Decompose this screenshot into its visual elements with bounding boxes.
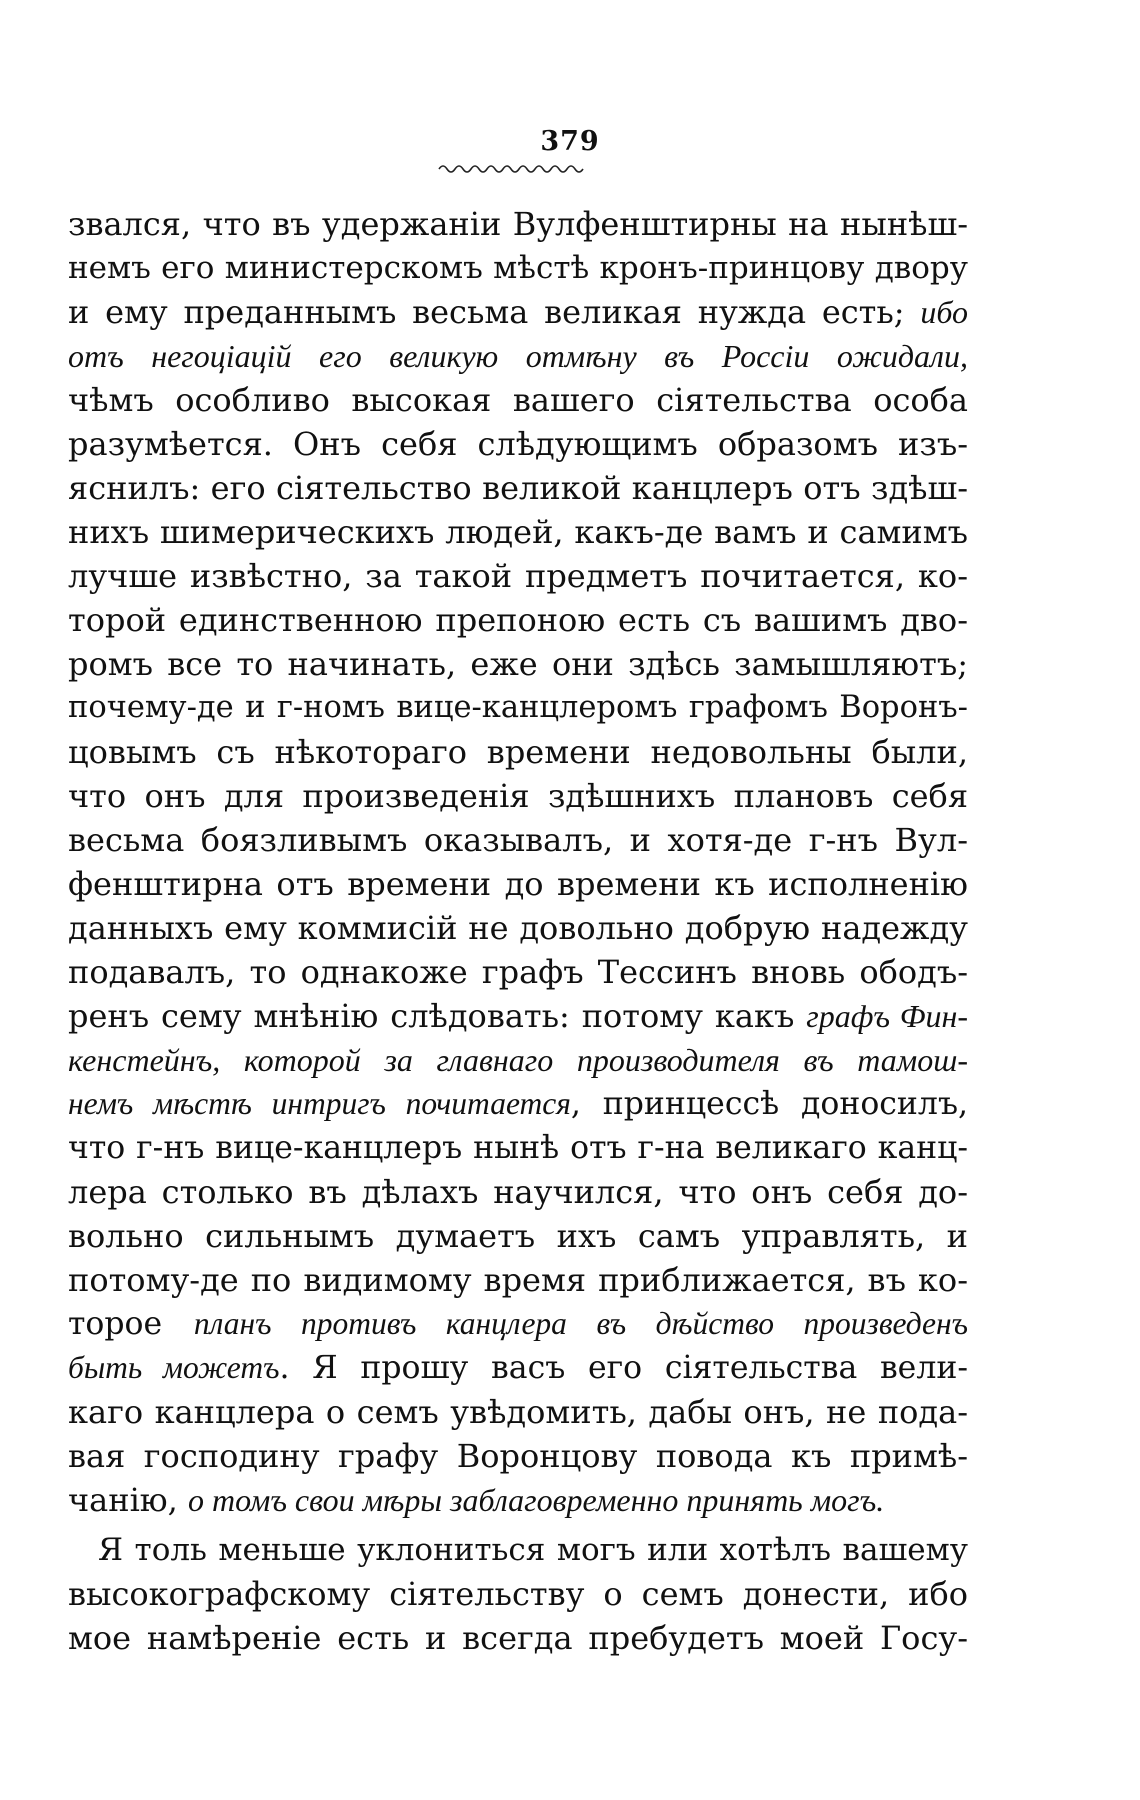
text-line: [68, 290, 968, 334]
text-line: [68, 774, 968, 818]
text-segment: торой единственною препоною есть съ вашимъ дво-: [68, 601, 968, 639]
text-line: [68, 906, 968, 950]
text-segment: потому-де по видимому время приближается, въ ко-: [68, 1261, 968, 1299]
text-segment: весьма боязливымъ оказывалъ, и хотя-де г-нъ Вул-: [68, 821, 968, 859]
page-number: 379: [540, 126, 600, 157]
text-line: [68, 1302, 968, 1346]
text-line: [68, 246, 968, 290]
text-segment: разумѣется. Онъ себя слѣдующимъ образомъ изъ-: [68, 425, 968, 463]
italic-text-segment: немъ мѣстѣ интригъ почитается: [68, 1086, 571, 1121]
text-line: [68, 466, 968, 510]
text-segment: немъ его министерскомъ мѣстѣ кронъ-принцову двору: [68, 250, 968, 286]
text-segment: каго канцлера о семъ увѣдомить, дабы онъ, не пода-: [68, 1393, 968, 1431]
text-line: [68, 378, 968, 422]
text-segment: звался, что въ удержанiи Вулфенштирны на нынѣш-: [68, 205, 968, 243]
text-segment: яснилъ: его сiятельство великой канцлеръ отъ здѣш-: [68, 469, 968, 507]
text-segment: высокографскому сiятельству о семъ донести, ибо: [68, 1575, 968, 1613]
text-line: [68, 730, 968, 774]
text-line: [68, 950, 968, 994]
italic-text-segment: быть можетъ: [68, 1350, 280, 1385]
text-segment: вольно сильнымъ думаетъ ихъ самъ управлять, и: [68, 1217, 968, 1255]
text-line: [68, 598, 968, 642]
text-segment: мое намѣренiе есть и всегда пребудетъ моей Госу-: [68, 1619, 968, 1657]
italic-text-segment: отъ негоцiацiй его великую отмѣну въ Россiи ожидали,: [68, 338, 968, 374]
text-line: [68, 554, 968, 598]
text-segment: лучше извѣстно, за такой предметъ почитается, ко-: [68, 557, 968, 595]
text-segment: . Я прошу васъ его сiятельства вели-: [279, 1350, 968, 1386]
decorative-rule-ornament: [437, 160, 587, 178]
italic-text-segment: графъ Фин-: [806, 998, 968, 1034]
text-segment: что г-нъ вице-канцлеръ нынѣ отъ г-на великаго канц-: [68, 1130, 968, 1166]
text-line: [68, 1258, 968, 1302]
text-line: [68, 202, 968, 246]
text-line: [68, 1390, 968, 1434]
text-segment: Я толь меньше уклониться могъ или хотѣлъ вашему: [98, 1532, 968, 1568]
text-line: [68, 1214, 968, 1258]
text-line: [68, 818, 968, 862]
text-segment: нихъ шимерическихъ людей, какъ-де вамъ и самимъ: [68, 513, 968, 551]
text-line: [68, 642, 968, 686]
italic-text-segment: о томъ свои мѣры заблаговременно принять могъ.: [188, 1482, 885, 1518]
text-line: [68, 1616, 968, 1660]
text-line: [68, 334, 968, 378]
italic-text-segment: кенстейнъ, которой за главнаго производителя въ тамош-: [68, 1042, 968, 1078]
text-line: [68, 1528, 968, 1572]
text-segment: лера столько въ дѣлахъ научился, что онъ себя до-: [68, 1173, 968, 1211]
text-segment: ренъ сему мнѣнiю слѣдовать: потому какъ: [68, 997, 807, 1035]
body-text: [68, 202, 968, 1660]
italic-text-segment: планъ противъ канцлера въ дѣйство произведенъ: [193, 1306, 968, 1341]
text-line: [68, 510, 968, 554]
text-line: [68, 1038, 968, 1082]
text-segment: данныхъ ему коммисiй не довольно добрую надежду: [68, 909, 968, 947]
text-segment: чѣмъ особливо высокая вашего сiятельства особа: [68, 381, 968, 419]
text-segment: и ему преданнымъ весьма великая нужда есть;: [68, 293, 921, 331]
text-line: [68, 1434, 968, 1478]
text-segment: торое: [68, 1306, 194, 1342]
text-segment: ромъ все то начинать, еже они здѣсь замышляютъ;: [68, 645, 968, 683]
text-line: [68, 1572, 968, 1616]
text-segment: подавалъ, то однакоже графъ Тессинъ вновь ободъ-: [68, 953, 968, 991]
text-segment: , принцессѣ доносилъ,: [570, 1086, 968, 1122]
text-line: [68, 1170, 968, 1214]
text-line: [68, 422, 968, 466]
text-segment: чанiю,: [68, 1481, 188, 1519]
italic-text-segment: ибо: [920, 294, 968, 330]
text-line: [68, 686, 968, 730]
text-line: [68, 1346, 968, 1390]
text-segment: цовымъ съ нѣкотораго времени недовольны были,: [68, 733, 968, 771]
text-segment: фенштирна отъ времени до времени къ исполненiю: [68, 865, 968, 903]
text-line: [68, 1126, 968, 1170]
text-segment: почему-де и г-номъ вице-канцлеромъ графомъ Воронъ-: [68, 690, 968, 725]
text-line: [68, 1478, 968, 1522]
text-line: [68, 994, 968, 1038]
text-line: [68, 1082, 968, 1126]
text-line: [68, 862, 968, 906]
text-segment: вая господину графу Воронцову повода къ примѣ-: [68, 1437, 968, 1475]
text-segment: что онъ для произведенiя здѣшнихъ плановъ себя: [68, 777, 968, 815]
